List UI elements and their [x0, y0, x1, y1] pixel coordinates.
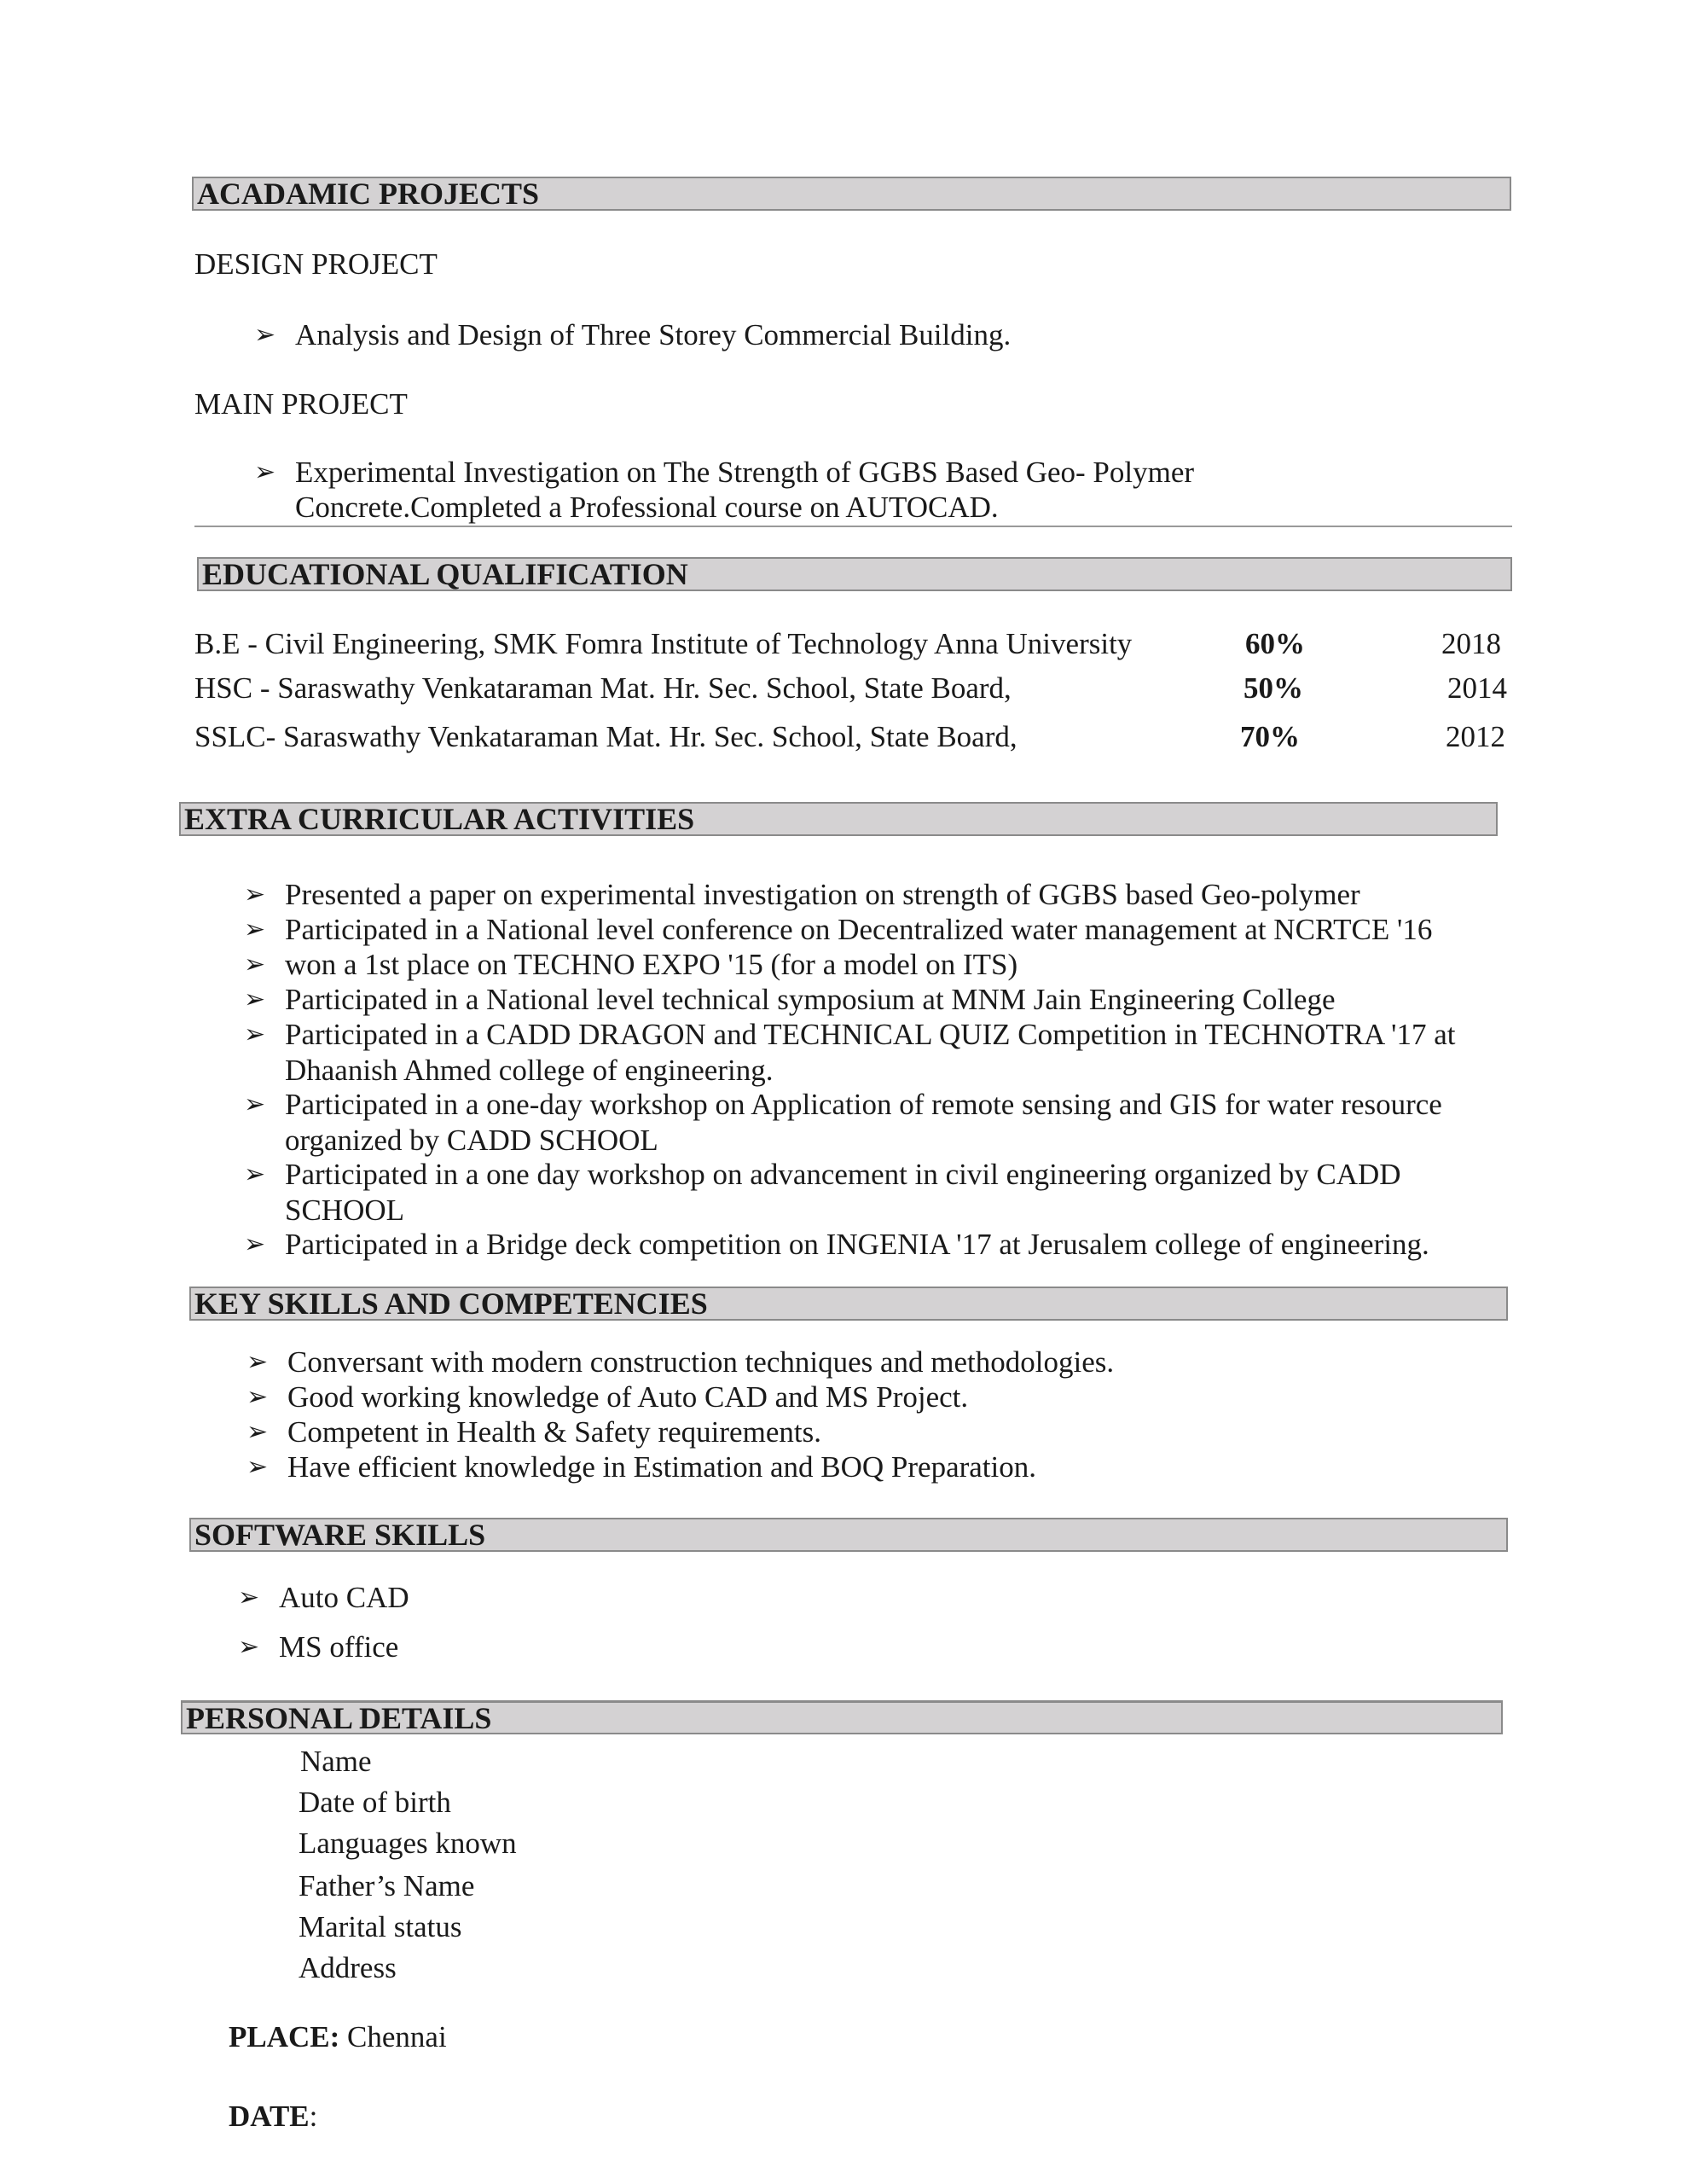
main-project-label: MAIN PROJECT — [194, 387, 408, 421]
place-line — [229, 2019, 447, 2055]
key-skills-title: KEY SKILLS AND COMPETENCIES — [194, 1287, 708, 1321]
list-item: ➢ won a 1st place on TECHNO EXPO '15 (for a model on ITS) — [285, 947, 1513, 982]
list-item: ➢ Participated in a Bridge deck competition on INGENIA '17 at Jerusalem college of engineering. — [285, 1227, 1513, 1262]
extra-curricular-header — [179, 802, 1498, 836]
education-percent: 50% — [1244, 671, 1303, 705]
education-year: 2014 — [1447, 671, 1507, 705]
list-item: ➢ Competent in Health & Safety requirements. — [287, 1414, 1481, 1449]
education-course: SSLC- Saraswathy Venkataraman Mat. Hr. Sec. School, State Board, — [194, 720, 1017, 753]
personal-field-father: Father’s Name — [299, 1869, 475, 1902]
academic-projects-title: ACADAMIC PROJECTS — [197, 177, 540, 211]
design-project-label: DESIGN PROJECT — [194, 247, 438, 281]
education-title: EDUCATIONAL QUALIFICATION — [202, 557, 688, 591]
date-label: DATE — [229, 2100, 310, 2133]
key-skills-header — [189, 1287, 1508, 1321]
personal-details-header — [181, 1700, 1503, 1734]
place-value: Chennai — [339, 2020, 447, 2053]
date-line — [229, 2099, 317, 2135]
personal-field-languages: Languages known — [299, 1827, 517, 1860]
software-skill-item: ➢ MS office — [279, 1629, 398, 1665]
personal-field-marital: Marital status — [299, 1910, 462, 1943]
personal-details-title: PERSONAL DETAILS — [186, 1701, 492, 1735]
personal-field-name: Name — [300, 1745, 372, 1778]
education-course: HSC - Saraswathy Venkataraman Mat. Hr. Sec. School, State Board, — [194, 671, 1012, 705]
list-item: ➢ Conversant with modern construction techniques and methodologies. — [287, 1345, 1481, 1380]
key-skills-list — [287, 1345, 1481, 1484]
education-percent: 70% — [1240, 720, 1300, 753]
education-course: B.E - Civil Engineering, SMK Fomra Institute of Technology Anna University — [194, 627, 1133, 660]
list-item: ➢ Good working knowledge of Auto CAD and MS Project. — [287, 1380, 1481, 1414]
section-divider — [194, 526, 1512, 527]
education-percent: 60% — [1245, 627, 1305, 660]
main-project-item-continued: Concrete.Completed a Professional course on AUTOCAD. — [295, 491, 999, 524]
list-item: ➢ Participated in a one-day workshop on Application of remote sensing and GIS for water resource organized by CADD SCHOOL — [285, 1087, 1513, 1157]
list-item: ➢ Participated in a National level conference on Decentralized water management at NCRTCE '16 — [285, 912, 1513, 947]
extra-curricular-title: EXTRA CURRICULAR ACTIVITIES — [184, 802, 695, 836]
list-item: ➢ Presented a paper on experimental investigation on strength of GGBS based Geo-polymer — [285, 877, 1513, 912]
design-project-item: ➢ Analysis and Design of Three Storey Commercial Building. — [295, 317, 1011, 353]
extra-curricular-list — [285, 877, 1513, 1262]
list-item: ➢ Participated in a National level technical symposium at MNM Jain Engineering College — [285, 982, 1513, 1017]
list-item: ➢ Participated in a CADD DRAGON and TECHNICAL QUIZ Competition in TECHNOTRA '17 at Dhaanish Ahmed college of engineering. — [285, 1017, 1513, 1087]
personal-field-dob: Date of birth — [299, 1786, 451, 1819]
list-item: ➢ Have efficient knowledge in Estimation and BOQ Preparation. — [287, 1449, 1481, 1484]
place-label: PLACE: — [229, 2020, 340, 2053]
software-skill-item: ➢ Auto CAD — [279, 1580, 409, 1616]
education-year: 2018 — [1441, 627, 1501, 660]
software-skills-header — [189, 1518, 1508, 1552]
education-header — [197, 557, 1512, 591]
software-skills-title: SOFTWARE SKILLS — [194, 1518, 486, 1552]
academic-projects-header — [192, 177, 1511, 211]
education-year: 2012 — [1446, 720, 1505, 753]
list-item: ➢ Participated in a one day workshop on advancement in civil engineering organized by CADD SCHOOL — [285, 1157, 1513, 1227]
main-project-item: ➢ Experimental Investigation on The Strength of GGBS Based Geo- Polymer — [295, 455, 1194, 491]
date-colon: : — [309, 2100, 318, 2133]
personal-field-address: Address — [299, 1951, 397, 1984]
